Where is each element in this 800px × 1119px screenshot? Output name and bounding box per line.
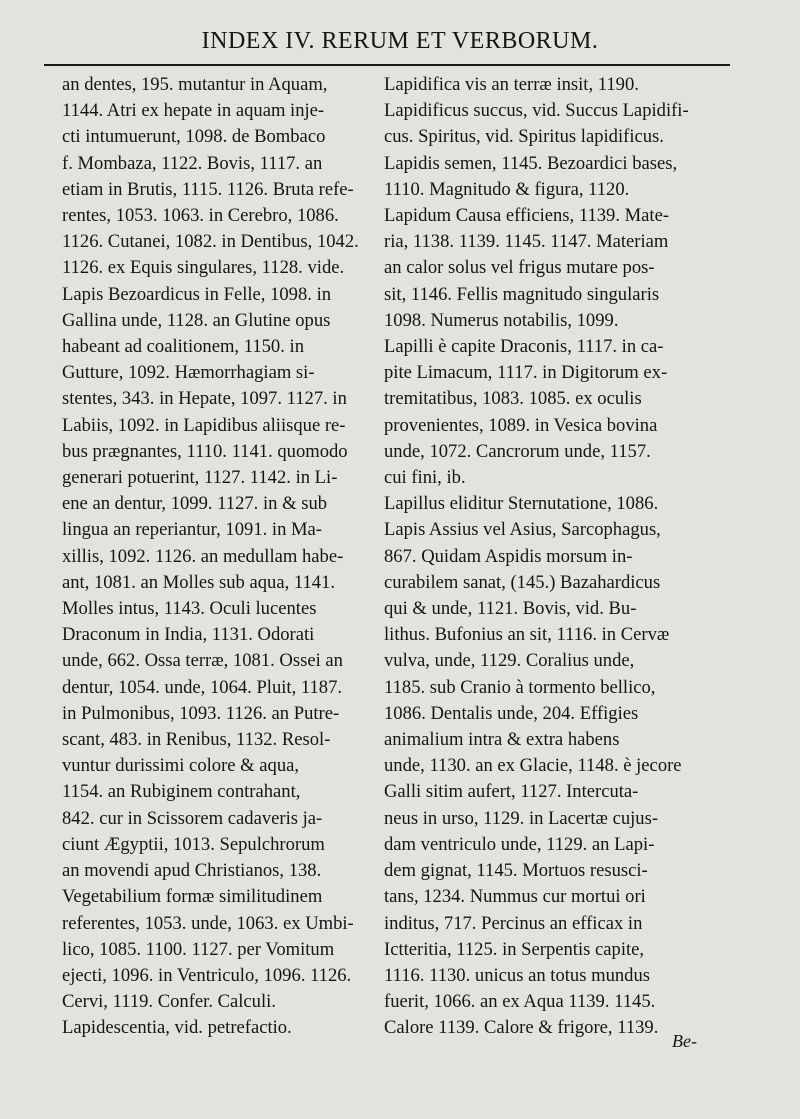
text-line: qui & unde, 1121. Bovis, vid. Bu-: [384, 598, 637, 620]
text-line: 867. Quidam Aspidis morsum in-: [384, 545, 633, 567]
text-line: Calore 1139. Calore & frigore, 1139.: [384, 1017, 659, 1039]
right-column: [384, 72, 720, 1042]
text-line: unde, 662. Ossa terræ, 1081. Ossei an: [62, 650, 343, 672]
text-line: cti intumuerunt, 1098. de Bombaco: [62, 126, 326, 148]
text-line: 1144. Atri ex hepate in aquam inje-: [62, 100, 325, 122]
text-line: curabilem sanat, (145.) Bazahardicus: [384, 571, 661, 593]
text-line: Lapidum Causa efficiens, 1139. Mate-: [384, 205, 670, 227]
page-header: INDEX IV. RERUM ET VERBORUM.: [201, 28, 599, 54]
text-line: 1185. sub Cranio à tormento bellico,: [384, 676, 656, 698]
text-line: referentes, 1053. unde, 1063. ex Umbi-: [62, 912, 354, 934]
text-line: an calor solus vel frigus mutare pos-: [384, 257, 655, 279]
text-line: vulva, unde, 1129. Coralius unde,: [384, 650, 635, 672]
text-line: 1110. Magnitudo & figura, 1120.: [384, 178, 630, 200]
text-line: Gallina unde, 1128. an Glutine opus: [62, 309, 331, 331]
text-line: Lapidescentia, vid. petrefactio.: [62, 1017, 292, 1039]
text-line: unde, 1072. Cancrorum unde, 1157.: [384, 440, 651, 462]
text-line: an dentes, 195. mutantur in Aquam,: [62, 74, 328, 95]
text-line: Lapidis semen, 1145. Bezoardici bases,: [384, 152, 678, 174]
text-line: habeant ad coalitionem, 1150. in: [62, 336, 304, 358]
text-line: Lapillus eliditur Sternutatione, 1086.: [384, 493, 659, 515]
text-line: animalium intra & extra habens: [384, 729, 620, 751]
text-line: 1086. Dentalis unde, 204. Effigies: [384, 702, 639, 724]
text-line: sit, 1146. Fellis magnitudo singularis: [384, 283, 660, 305]
text-line: 1126. Cutanei, 1082. in Dentibus, 1042.: [62, 231, 359, 253]
header-rule: [44, 64, 730, 66]
text-line: dam ventriculo unde, 1129. an Lapi-: [384, 833, 655, 855]
text-line: Lapis Bezoardicus in Felle, 1098. in: [62, 283, 332, 305]
text-line: lingua an reperiantur, 1091. in Ma-: [62, 519, 323, 541]
text-line: Vegetabilium formæ similitudinem: [62, 886, 323, 908]
catchword: Be-: [672, 1031, 697, 1051]
text-line: cus. Spiritus, vid. Spiritus lapidificus.: [384, 126, 664, 148]
text-line: etiam in Brutis, 1115. 1126. Bruta refe-: [62, 178, 354, 200]
text-line: 1116. 1130. unicus an totus mundus: [384, 964, 650, 986]
left-column: [62, 72, 384, 1042]
text-line: fuerit, 1066. an ex Aqua 1139. 1145.: [384, 991, 656, 1013]
text-line: stentes, 343. in Hepate, 1097. 1127. in: [62, 388, 347, 410]
text-line: pite Limacum, 1117. in Digitorum ex-: [384, 362, 668, 384]
text-line: inditus, 717. Percinus an efficax in: [384, 912, 643, 934]
text-line: ciunt Ægyptii, 1013. Sepulchrorum: [62, 833, 325, 855]
text-line: scant, 483. in Renibus, 1132. Resol-: [62, 729, 331, 751]
text-line: ene an dentur, 1099. 1127. in & sub: [62, 493, 328, 515]
text-line: Lapilli è capite Draconis, 1117. in ca-: [384, 336, 664, 358]
text-line: Cervi, 1119. Confer. Calculi.: [62, 991, 276, 1013]
text-line: an movendi apud Christianos, 138.: [62, 860, 322, 882]
text-line: provenientes, 1089. in Vesica bovina: [384, 414, 658, 436]
text-line: tremitatibus, 1083. 1085. ex oculis: [384, 388, 642, 410]
text-line: ria, 1138. 1139. 1145. 1147. Materiam: [384, 231, 669, 253]
text-line: xillis, 1092. 1126. an medullam habe-: [62, 545, 344, 567]
text-line: Labiis, 1092. in Lapidibus aliisque re-: [62, 414, 346, 436]
text-line: Lapidifica vis an terræ insit, 1190.: [384, 74, 639, 95]
text-line: tans, 1234. Nummus cur mortui ori: [384, 886, 646, 908]
text-line: vuntur durissimi colore & aqua,: [62, 755, 300, 777]
text-line: lico, 1085. 1100. 1127. per Vomitum: [62, 938, 335, 960]
text-line: ant, 1081. an Molles sub aqua, 1141.: [62, 571, 336, 593]
text-line: rentes, 1053. 1063. in Cerebro, 1086.: [62, 205, 339, 227]
text-line: dentur, 1054. unde, 1064. Pluit, 1187.: [62, 676, 343, 698]
text-line: neus in urso, 1129. in Lacertæ cujus-: [384, 807, 659, 829]
text-line: 1126. ex Equis singulares, 1128. vide.: [62, 257, 345, 279]
text-line: 842. cur in Scissorem cadaveris ja-: [62, 807, 323, 829]
text-line: f. Mombaza, 1122. Bovis, 1117. an: [62, 152, 323, 174]
text-line: dem gignat, 1145. Mortuos resusci-: [384, 860, 648, 882]
text-line: Gutture, 1092. Hæmorrhagiam si-: [62, 362, 315, 384]
text-line: Ictteritia, 1125. in Serpentis capite,: [384, 938, 645, 960]
text-line: in Pulmonibus, 1093. 1126. an Putre-: [62, 702, 340, 724]
text-line: unde, 1130. an ex Glacie, 1148. è jecore: [384, 755, 682, 777]
text-line: bus prægnantes, 1110. 1141. quomodo: [62, 440, 348, 462]
text-line: Lapis Assius vel Asius, Sarcophagus,: [384, 519, 661, 541]
text-line: Draconum in India, 1131. Odorati: [62, 624, 315, 646]
text-line: ejecti, 1096. in Ventriculo, 1096. 1126.: [62, 964, 352, 986]
text-line: Molles intus, 1143. Oculi lucentes: [62, 598, 317, 620]
text-line: 1098. Numerus notabilis, 1099.: [384, 309, 619, 331]
text-line: 1154. an Rubiginem contrahant,: [62, 781, 301, 803]
text-line: generari potuerint, 1127. 1142. in Li-: [62, 467, 338, 489]
text-line: Lapidificus succus, vid. Succus Lapidifi-: [384, 100, 689, 122]
text-line: cui fini, ib.: [384, 467, 466, 489]
text-line: lithus. Bufonius an sit, 1116. in Cervæ: [384, 624, 670, 646]
text-line: Galli sitim aufert, 1127. Intercuta-: [384, 781, 639, 803]
